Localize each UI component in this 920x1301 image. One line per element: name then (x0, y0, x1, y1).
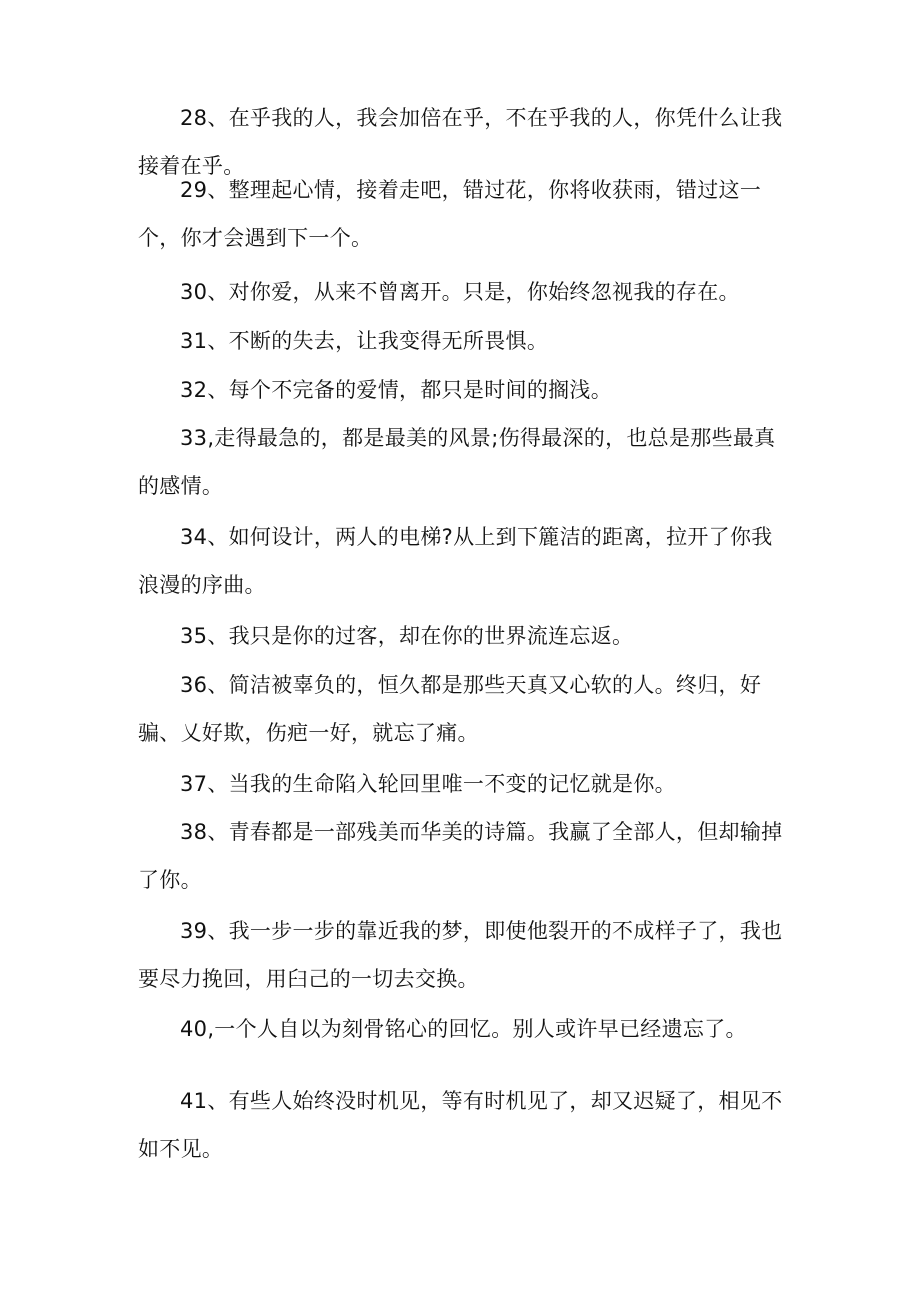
paragraph-41: 41、有些人始终没时机见，等有时机见了，却又迟疑了，相见不如不见。 (138, 1089, 783, 1161)
paragraph-34: 34、如何设计，两人的电梯?从上到下簏洁的距离，拉开了你我浪漫的序曲。 (138, 525, 773, 597)
paragraph-37: 37、当我的生命陷入轮回里唯一不变的记忆就是你。 (180, 772, 676, 796)
paragraph-33: 33,走得最急的，都是最美的风景;伤得最深的，也总是那些最真的感情。 (138, 426, 776, 498)
paragraph-38: 38、青春都是一部残美而华美的诗篇。我赢了全部人，但却输掉了你。 (138, 820, 783, 892)
paragraph-30: 30、对你爱，从来不曾离开。只是，你始终忽视我的存在。 (180, 280, 740, 304)
paragraph-36: 36、简洁被辜负的，恒久都是那些天真又心软的人。终归，好骗、乂好欺，伤疤一好，就忘了痛。 (138, 673, 762, 745)
paragraph-28: 28、在乎我的人，我会加倍在乎，不在乎我的人，你凭什么让我接着在乎。 (138, 106, 783, 178)
paragraph-32: 32、每个不完备的爱情，都只是时间的搁浅。 (180, 378, 613, 402)
paragraph-31: 31、不断的失去，让我变得无所畏惧。 (180, 329, 549, 353)
paragraph-29: 29、整理起心情，接着走吧，错过花，你将收获雨，错过这一个，你才会遇到下一个。 (138, 178, 762, 250)
paragraph-40: 40,一个人自以为刻骨铭心的回忆。别人或许早已经遗忘了。 (180, 1017, 747, 1041)
paragraph-39: 39、我一步一步的靠近我的梦，即使他裂开的不成样子了，我也要尽力挽回，用臼己的一切去交换。 (138, 919, 783, 991)
paragraph-35: 35、我只是你的过客，却在你的世界流连忘返。 (180, 624, 634, 648)
